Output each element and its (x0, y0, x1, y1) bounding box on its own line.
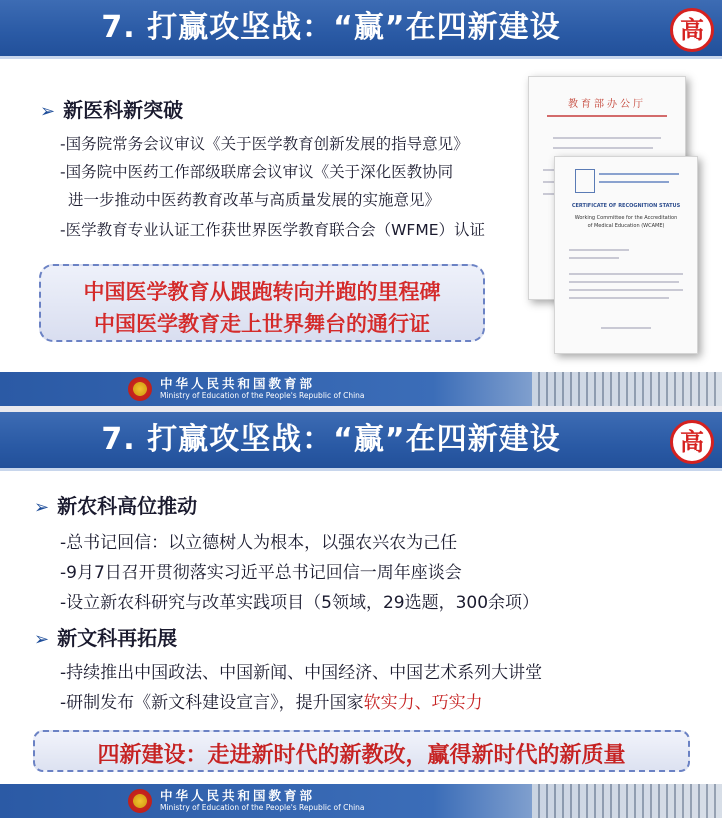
list-item: -设立新农科研究与改革实践项目（5领域，29选题，300余项） (60, 593, 540, 613)
university-logo-icon (670, 420, 714, 464)
arrow-bullet-icon: ➢ (34, 497, 50, 518)
list-item: -总书记回信：以立德树人为根本，以强农兴农为己任 (60, 533, 458, 553)
list-item: -9月7日召开贯彻落实习近平总书记回信一周年座谈会 (60, 563, 462, 583)
list-item: -国务院常务会议审议《关于医学教育创新发展的指导意见》 (60, 135, 469, 153)
logo-glyph: 高 (680, 428, 704, 456)
callout-line: 四新建设：走进新时代的新教改，赢得新时代的新质量 (97, 743, 626, 768)
footer-ministry-cn: 中华人民共和国教育部 (160, 376, 316, 391)
highlight-text: 软实力、巧实力 (363, 693, 483, 713)
section-new-agriculture (34, 490, 197, 519)
certificate-line: Working Committee for the Accreditation (574, 215, 678, 221)
section-title: 新农科高位推动 (57, 494, 198, 518)
slide-1-title-bar (0, 0, 722, 59)
logo-glyph: 高 (680, 16, 704, 44)
national-emblem-icon (128, 377, 152, 401)
list-item: 进一步推动中医药教育改革与高质量发展的实施意见》 (68, 191, 441, 209)
footer-ministry-cn: 中华人民共和国教育部 (160, 788, 316, 803)
list-item: -持续推出中国政法、中国新闻、中国经济、中国艺术系列大讲堂 (60, 663, 543, 683)
list-item: -国务院中医药工作部级联席会议审议《关于深化医教协同 (60, 163, 454, 181)
section-title: 新医科新突破 (63, 98, 184, 122)
building-image (532, 372, 722, 406)
national-emblem-icon (128, 789, 152, 813)
section-title: 新文科再拓展 (57, 626, 178, 650)
highlight-callout (39, 264, 485, 342)
footer-ministry-en: Ministry of Education of the People's Republic of China (160, 803, 365, 812)
arrow-bullet-icon: ➢ (40, 101, 56, 122)
building-image (532, 784, 722, 818)
section-new-liberal-arts (34, 622, 177, 651)
list-item: -医学教育专业认证工作获世界医学教育联合会（WFME）认证 (60, 221, 486, 239)
slide-2-title-bar (0, 412, 722, 471)
list-item-text: -研制发布《新文科建设宣言》，提升国家 (60, 693, 364, 713)
slide-2-title: 7. 打赢攻坚战：“赢”在四新建设 (101, 422, 561, 457)
slide-1-footer (0, 372, 722, 406)
slide-1 (0, 0, 722, 406)
section-new-medicine (40, 94, 183, 123)
footer-ministry-en: Ministry of Education of the People's Republic of China (160, 391, 365, 400)
list-item (60, 688, 483, 713)
document-image-wfme-certificate (554, 156, 698, 354)
arrow-bullet-icon: ➢ (34, 629, 50, 650)
highlight-callout (33, 730, 690, 772)
callout-line: 中国医学教育从跟跑转向并跑的里程碑 (83, 280, 441, 304)
callout-line: 中国医学教育走上世界舞台的通行证 (94, 312, 430, 336)
slide-2-footer (0, 784, 722, 818)
slide-1-title: 7. 打赢攻坚战：“赢”在四新建设 (101, 10, 561, 45)
wfme-logo-icon (575, 169, 595, 193)
university-logo-icon (670, 8, 714, 52)
document-header: 教育部办公厅 (568, 99, 646, 110)
certificate-line: of Medical Education (WCAME) (587, 223, 665, 229)
certificate-title: CERTIFICATE OF RECOGNITION STATUS (571, 203, 681, 209)
slide-2 (0, 412, 722, 818)
